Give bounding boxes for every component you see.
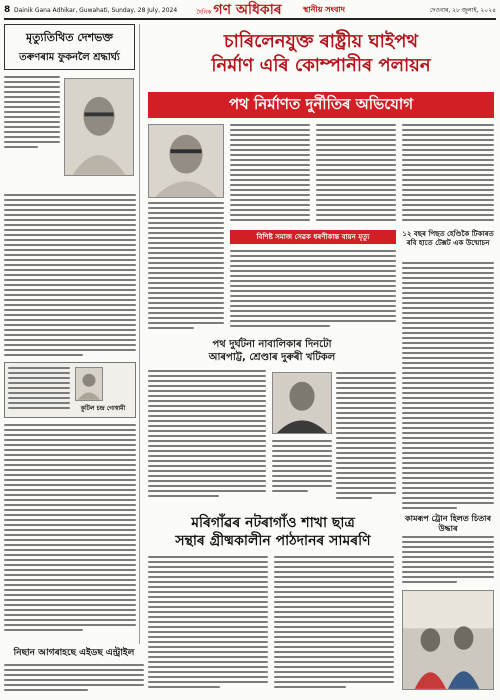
imprint-line: Dainik Gana Adhikar, Guwahati, Sunday, 28 July, 2024 [14, 6, 178, 14]
news-photo [148, 124, 224, 198]
bottom-story-headline [148, 514, 398, 550]
accident-photo [272, 372, 332, 434]
obituary-title-line1: মৃত্যুতিথিত দেশভক্ত [26, 31, 113, 44]
obituary-column [4, 24, 140, 644]
footer-left-headline: নিছান আগৰাহছে এইডছ এন্ট্ৰাইল [13, 648, 135, 658]
mid-story-col1 [148, 370, 266, 500]
main-subhead: পথ নিৰ্মাণত দুৰ্নীতিৰ অভিযোগ [148, 92, 494, 118]
death-notice-text [230, 250, 396, 330]
main-headline [148, 30, 494, 78]
main-story-col4 [402, 124, 494, 226]
side-story-text [402, 262, 494, 512]
mid-story-col3 [272, 440, 332, 500]
death-notice-bar: বিশিষ্ট সমাজ সেৱক ধৰণীকান্ত বায়ন মৃত্যু [230, 230, 396, 244]
accident-image [273, 373, 331, 433]
main-story-col3 [316, 124, 396, 226]
right-story-text [402, 536, 494, 586]
obituary-text-top [4, 76, 60, 188]
obituary-text-bottom [4, 424, 136, 639]
side-story-headline: ১২ বছৰ পিছত হেণ্ডিকৈ টিকাৰত ৰবি হাতে টেক্সট এক উন্মোচন [402, 230, 494, 247]
mid-story-col2 [336, 372, 396, 500]
main-headline-line2: নিৰ্মাণ এৰি কোম্পানীৰ পলায়ন [211, 55, 431, 76]
right-story-headline: কামৰূপ ট্ৰোন হিলত চিতাৰ উদ্ধাৰ [405, 514, 491, 533]
author-box [4, 362, 136, 418]
news-image [149, 125, 223, 197]
obituary-title-line2: তৰুণৰাম ফুকনলৈ শ্ৰদ্ধাৰ্ঘ্য [19, 52, 120, 63]
main-story-col2 [230, 124, 310, 226]
author-image [76, 368, 102, 400]
dateline: দেওবাৰ, ২৮ জুলাই, ২০২৪ [429, 6, 496, 14]
author-box-text [8, 367, 70, 415]
event-photo [402, 590, 494, 690]
brand-name: গণ অধিকাৰ [213, 2, 282, 18]
bottom-story-col1 [148, 556, 268, 692]
obituary-text-mid [4, 194, 136, 359]
main-story-col1 [148, 202, 224, 332]
event-image [403, 591, 493, 689]
bottom-headline-line2: সন্থাৰ গ্ৰীষ্মকালীন পাঠদানৰ সামৰণি [175, 533, 371, 549]
bottom-headline-line1: মৰিগাঁৱৰ নটৰাগাঁও শাখা ছাত্ৰ [191, 515, 355, 531]
main-headline-line1: চাৰিলেনযুক্ত ৰাষ্ট্ৰীয় ঘাইপথ [223, 31, 419, 52]
mid-story-headline-line2: আৰপাট্ট, শ্ৰেণ্ডাৰ দুৰুৰী খটিকল [208, 352, 336, 363]
portrait-photo [64, 78, 134, 176]
page-number: 8 [4, 5, 11, 15]
brand-logo [184, 0, 294, 22]
masthead [4, 2, 496, 20]
brand-daily-label: দৈনিক [196, 9, 212, 16]
mid-story-headline [148, 338, 396, 364]
footer-left-text [4, 664, 144, 696]
author-photo [75, 367, 103, 401]
bottom-story-col2 [274, 556, 394, 692]
author-caption: কুটিল চন্দ্ৰ গোস্বামী [80, 405, 126, 412]
portrait-image [65, 79, 133, 175]
mid-story-headline-line1: পথ দুৰ্ঘটনা নাবালিকাৰ দিনটো [212, 339, 332, 350]
section-tag: স্থানীয় সংবাদ [303, 4, 345, 14]
obituary-heading [4, 24, 135, 70]
